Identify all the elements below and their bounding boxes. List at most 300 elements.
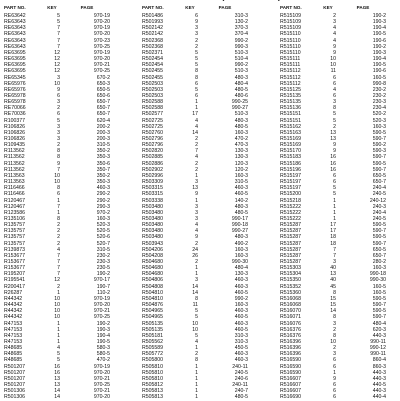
key-number: 6	[333, 80, 336, 87]
key-number: 7	[57, 37, 60, 44]
page-reference: 240-7	[234, 388, 248, 395]
part-number: R515109	[280, 25, 302, 32]
part-number: R113562	[4, 148, 25, 155]
key-number: 3	[333, 19, 336, 26]
key-number: 6	[333, 92, 336, 99]
part-number: R515196	[280, 166, 302, 173]
key-number: 8	[57, 215, 60, 222]
key-number: 10	[330, 62, 336, 69]
part-number: R502454	[142, 62, 164, 69]
part-number: R515125	[280, 86, 302, 93]
key-number: 1	[57, 197, 60, 204]
page-reference: 510-4	[234, 56, 248, 63]
key-number: 13	[54, 382, 60, 388]
table-row	[142, 394, 262, 401]
part-number: R502503	[142, 86, 164, 93]
page-reference: 990-3	[234, 43, 248, 50]
page-reference: 460-3	[234, 351, 248, 358]
part-number: R515112	[280, 68, 301, 75]
page-reference: 970-20	[93, 369, 110, 376]
part-number: R515112	[280, 74, 301, 81]
part-number: R195207	[4, 271, 26, 278]
part-number: RE63695	[4, 49, 26, 56]
key-number: 16	[330, 154, 336, 161]
page-reference: 620-4	[96, 117, 110, 124]
part-number: R516590	[280, 357, 302, 364]
part-number: R515222	[280, 209, 302, 216]
page-reference: 460-3	[234, 185, 248, 192]
key-number: 40	[330, 265, 336, 272]
part-number: R515163	[280, 129, 302, 136]
part-number: R503480	[142, 222, 164, 229]
part-number: R504810	[142, 289, 164, 296]
page-reference: 160-3	[234, 246, 248, 253]
key-number: 12	[54, 62, 60, 69]
key-number: 7	[57, 31, 60, 38]
page-reference: 190-4	[372, 25, 386, 32]
key-number: 8	[195, 295, 198, 302]
key-number: 1	[57, 338, 60, 345]
part-number: R503338	[142, 197, 164, 204]
part-number: R515110	[280, 31, 301, 38]
part-number: R503480	[142, 228, 164, 235]
part-number: R516068	[280, 295, 302, 302]
page-reference: 970-20	[93, 394, 110, 401]
part-number: R515151	[280, 111, 302, 118]
page-reference: 310-3	[234, 338, 248, 345]
key-number: 1	[195, 197, 198, 204]
page-reference: 460-3	[234, 277, 248, 284]
page-reference: 190-3	[96, 326, 110, 333]
key-number: 17	[330, 228, 336, 235]
key-number: 17	[192, 111, 198, 118]
page-reference: 230-3	[372, 99, 386, 106]
part-number: R44342	[4, 308, 23, 315]
part-number: R515109	[280, 13, 302, 19]
key-number: 24	[192, 246, 198, 253]
part-number: R501207	[4, 382, 26, 388]
part-number: R501306	[4, 394, 26, 401]
page-reference: 120-3	[234, 160, 248, 167]
key-number: 6	[333, 382, 336, 388]
part-number: R502760	[142, 129, 164, 136]
key-number: 17	[330, 222, 336, 229]
page-reference: 650-7	[96, 99, 110, 106]
part-number: R515287	[280, 259, 302, 265]
part-number: R515287	[280, 252, 302, 259]
key-number: 5	[333, 111, 336, 118]
key-number: 9	[333, 142, 336, 149]
part-number: R515112	[280, 80, 301, 87]
page-reference: 970-21	[93, 308, 110, 315]
page-reference: 240-5	[234, 369, 248, 376]
key-number: 4	[195, 123, 198, 130]
page-reference: 160-3	[96, 215, 110, 222]
page-reference: 240-4	[372, 185, 386, 192]
part-number: R47153	[4, 338, 23, 345]
part-number: R515287	[280, 222, 302, 229]
page-reference: 200-2	[96, 123, 110, 130]
key-number: 12	[54, 49, 60, 56]
key-number: 5	[333, 185, 336, 192]
page-reference: 520-5	[96, 228, 110, 235]
key-number: 14	[192, 283, 198, 290]
page-reference: 160-3	[234, 129, 248, 136]
page-reference: 590-5	[372, 295, 386, 302]
part-number: R505772	[142, 351, 164, 358]
part-number: R47153	[4, 326, 23, 333]
key-number: 8	[195, 74, 198, 81]
page-reference: 650-7	[96, 111, 110, 118]
key-number: 15	[330, 295, 336, 302]
part-number: R515136	[280, 105, 302, 112]
part-number: R502368	[142, 43, 164, 50]
key-number: 2	[333, 123, 336, 130]
page-reference: 480-4	[372, 320, 386, 327]
part-number: R113562	[4, 160, 25, 167]
part-number: R505813	[142, 388, 164, 395]
page-reference: 590-5	[372, 160, 386, 167]
page-reference: 460-5	[234, 314, 248, 321]
page-reference: 240-12	[369, 197, 386, 204]
key-number: 12	[54, 68, 60, 75]
page-reference: 350-2	[96, 172, 110, 179]
page-title	[0, 0, 400, 3]
column-header	[280, 5, 400, 13]
key-number: 5	[195, 62, 198, 69]
key-number: 10	[54, 302, 60, 309]
key-number: 4	[195, 154, 198, 161]
key-number: 2	[57, 142, 60, 149]
part-number: RE65976	[4, 80, 26, 87]
part-number: R503309	[142, 179, 164, 186]
part-number: R515110	[280, 37, 301, 44]
part-number: R502588	[142, 105, 164, 112]
key-number: 7	[333, 246, 336, 253]
page-reference: 480-5	[234, 394, 248, 401]
key-number: 3	[57, 99, 60, 106]
key-number: 3	[195, 203, 198, 210]
page-reference: 460-5	[234, 326, 248, 333]
part-number: RE65976	[4, 86, 26, 93]
page-reference: 590-7	[372, 154, 386, 161]
key-number: 8	[333, 314, 336, 321]
page-reference: 130-3	[234, 154, 248, 161]
part-number: R504680	[142, 259, 164, 265]
part-number: R515197	[280, 185, 302, 192]
part-number: RE70036	[4, 111, 26, 118]
page-reference: 860-3	[372, 363, 386, 370]
part-number: R515186	[280, 160, 302, 167]
table-row	[280, 394, 400, 401]
page-reference: 230-2	[372, 86, 386, 93]
key-number: 4	[57, 345, 60, 352]
part-number: R501207	[4, 375, 26, 382]
part-number: R502368	[142, 37, 164, 44]
key-number: 3	[333, 99, 336, 106]
part-number: R153677	[4, 259, 26, 265]
page-reference: 520-3	[372, 117, 386, 124]
page-reference: 480-3	[234, 234, 248, 241]
key-number: 3	[195, 277, 198, 284]
part-number: RE65978	[4, 99, 26, 106]
part-number: R515218	[280, 197, 302, 204]
part-number: R505135	[142, 326, 164, 333]
part-number: R502796	[142, 142, 164, 149]
key-number: 5	[195, 314, 198, 321]
header-part-no: PART NO.	[280, 5, 302, 10]
page-reference: 650-5	[372, 172, 386, 179]
page-reference: 460-3	[96, 185, 110, 192]
header-part-no: PART NO.	[142, 5, 164, 10]
page-reference: 860-4	[372, 357, 386, 364]
key-number: 5	[333, 117, 336, 124]
part-number: R504806	[142, 277, 164, 284]
key-number: 5	[195, 56, 198, 63]
part-number: R501207	[4, 369, 26, 376]
page-reference: 130-2	[234, 19, 248, 26]
part-number: R515151	[280, 117, 302, 124]
key-number: 5	[195, 86, 198, 93]
key-number: 6	[333, 179, 336, 186]
part-number: R44342	[4, 302, 23, 309]
part-number: R515110	[280, 43, 301, 50]
key-number: 16	[330, 166, 336, 173]
part-number: R515350	[280, 277, 302, 284]
key-number: 5	[57, 117, 60, 124]
part-number: R516396	[280, 345, 302, 352]
page-reference: 190-2	[372, 13, 386, 19]
part-number: R515170	[280, 148, 302, 155]
part-number: R501207	[4, 363, 26, 370]
part-number: R505589	[142, 345, 164, 352]
page-reference: 460-5	[234, 289, 248, 296]
page-reference: 440-3	[372, 332, 386, 339]
part-number: R504680	[142, 271, 164, 278]
page-reference: 510-3	[234, 111, 248, 118]
part-number: R505810	[142, 375, 164, 382]
part-number: R502902	[142, 166, 164, 173]
page-reference: 580-3	[96, 345, 110, 352]
page-reference: 280-2	[372, 259, 386, 265]
header-key: KEY	[323, 5, 333, 10]
page-reference: 590-7	[372, 228, 386, 235]
key-number: 10	[54, 308, 60, 315]
part-number: R515287	[280, 228, 302, 235]
part-number: R502588	[142, 99, 164, 106]
page-reference: 160-3	[234, 172, 248, 179]
key-number: 5	[195, 332, 198, 339]
key-number: 1	[57, 332, 60, 339]
part-number: R503315	[142, 191, 164, 198]
part-number: R502820	[142, 148, 164, 155]
page-reference: 970-20	[93, 19, 110, 26]
part-number: R502886	[142, 160, 164, 167]
page-reference: 970-19	[93, 13, 110, 19]
key-number: 2	[195, 166, 198, 173]
part-number: R515222	[280, 203, 302, 210]
key-number: 2	[195, 43, 198, 50]
key-number: 8	[57, 154, 60, 161]
part-number: R504206	[142, 246, 164, 253]
page-reference: 590-7	[372, 136, 386, 142]
page-reference: 990-27	[231, 105, 248, 112]
page-reference: 990-2	[234, 62, 248, 69]
key-number: 3	[195, 209, 198, 216]
part-number: R504810	[142, 295, 164, 302]
key-number: 6	[333, 172, 336, 179]
part-number: R502142	[142, 31, 164, 38]
page-reference: 990-2	[234, 295, 248, 302]
key-number: 4	[333, 31, 336, 38]
key-number: 10	[330, 338, 336, 345]
key-number: 5	[195, 308, 198, 315]
page-reference: 350-3	[96, 154, 110, 161]
page-reference: 190-5	[372, 62, 386, 69]
part-number: R44342	[4, 314, 23, 321]
key-number: 2	[195, 136, 198, 142]
key-number: 5	[57, 13, 60, 19]
key-number: 1	[195, 375, 198, 382]
part-number: R113563	[4, 172, 25, 179]
key-number: 2	[57, 240, 60, 247]
part-number: R505812	[142, 382, 164, 388]
index-column-3	[280, 5, 400, 400]
page-reference: 120-2	[234, 166, 248, 173]
part-number: RE63643	[4, 37, 26, 44]
key-number: 6	[333, 363, 336, 370]
part-number: R195541	[4, 277, 26, 284]
part-number: R515111	[280, 56, 301, 63]
page-reference: 450-5	[234, 345, 248, 352]
key-number: 9	[333, 148, 336, 155]
page-reference: 520-7	[96, 240, 110, 247]
key-number: 6	[333, 388, 336, 395]
page-reference: 190-2	[96, 271, 110, 278]
page-reference: 240-11	[232, 363, 248, 370]
page-reference: 970-25	[93, 314, 110, 321]
part-number: R505810	[142, 369, 164, 376]
part-number: R113563	[4, 179, 25, 186]
part-number: R502885	[142, 154, 164, 161]
key-number: 7	[333, 252, 336, 259]
part-number: R515197	[280, 179, 302, 186]
page-reference: 240-5	[372, 215, 386, 222]
column-header	[4, 5, 124, 13]
header-page: PAGE	[80, 5, 94, 10]
key-number: 10	[54, 295, 60, 302]
page-reference: 470-3	[234, 142, 248, 149]
part-number: R502725	[142, 123, 164, 130]
page-reference: 190-5	[372, 31, 386, 38]
page-reference: 990-12	[369, 345, 386, 352]
page-reference: 160-5	[372, 283, 386, 290]
page-reference: 240-3	[372, 203, 386, 210]
page-reference: 650-5	[372, 246, 386, 253]
key-number: 8	[333, 332, 336, 339]
part-number: RE63643	[4, 31, 26, 38]
key-number: 9	[333, 375, 336, 382]
key-number: 14	[330, 308, 336, 315]
part-number: R135757	[4, 228, 26, 235]
key-number: 14	[54, 394, 60, 401]
key-number: 4	[195, 338, 198, 345]
page-reference: 160-3	[372, 123, 386, 130]
page-reference: 480-4	[234, 80, 248, 87]
key-number: 10	[192, 326, 198, 333]
key-number: 3	[57, 74, 60, 81]
part-number: R515110	[280, 49, 301, 56]
page-reference: 460-3	[234, 320, 248, 327]
page-reference: 440-5	[372, 382, 386, 388]
key-number: 7	[57, 259, 60, 265]
part-number: RE63695	[4, 68, 26, 75]
part-number: R502503	[142, 80, 164, 87]
key-number: 7	[57, 265, 60, 272]
part-number: RE63643	[4, 43, 26, 50]
key-number: 1	[195, 345, 198, 352]
page-reference: 460-3	[234, 357, 248, 364]
index-column-2	[142, 5, 262, 400]
page-reference: 230-2	[96, 252, 110, 259]
page-reference: 590-3	[372, 148, 386, 155]
key-number: 10	[54, 314, 60, 321]
page-reference: 970-2	[96, 209, 110, 216]
key-number: 1	[57, 320, 60, 327]
key-number: 18	[330, 240, 336, 247]
page-reference: 460-3	[234, 283, 248, 290]
page-reference: 480-3	[234, 74, 248, 81]
key-number: 8	[57, 185, 60, 192]
page-reference: 670-2	[96, 74, 110, 81]
part-number: R47153	[4, 320, 23, 327]
page-reference: 970-23	[93, 37, 110, 44]
key-number: 6	[333, 74, 336, 81]
key-number: 4	[195, 222, 198, 229]
part-number: R502142	[142, 25, 164, 32]
page-reference: 370-4	[234, 31, 248, 38]
page-reference: 650-7	[372, 179, 386, 186]
index-column-1	[4, 5, 124, 400]
page-reference: 240-5	[372, 191, 386, 198]
key-number: 7	[195, 148, 198, 155]
page-reference: 240-11	[232, 382, 248, 388]
page-reference: 480-3	[234, 203, 248, 210]
key-number: 8	[333, 105, 336, 112]
page-reference: 990-30	[369, 277, 386, 284]
key-number: 2	[333, 326, 336, 333]
key-number: 9	[195, 234, 198, 241]
page-reference: 230-5	[96, 265, 110, 272]
part-number: R516607	[280, 382, 302, 388]
page-reference: 290-2	[96, 191, 110, 198]
page-reference: 110-2	[97, 289, 110, 296]
key-number: 1	[333, 369, 336, 376]
page-reference: 460-3	[234, 308, 248, 315]
part-number: RE63695	[4, 56, 26, 63]
page-reference: 650-3	[96, 80, 110, 87]
page-reference: 650-7	[96, 105, 110, 112]
key-number: 10	[54, 172, 60, 179]
part-number: R516070	[280, 308, 302, 315]
key-number: 2	[57, 228, 60, 235]
key-number: 5	[57, 351, 60, 358]
page-reference: 970-20	[93, 31, 110, 38]
part-number: R503480	[142, 203, 164, 210]
key-number: 2	[333, 13, 336, 19]
header-page: PAGE	[218, 5, 232, 10]
part-number: R515222	[280, 215, 302, 222]
